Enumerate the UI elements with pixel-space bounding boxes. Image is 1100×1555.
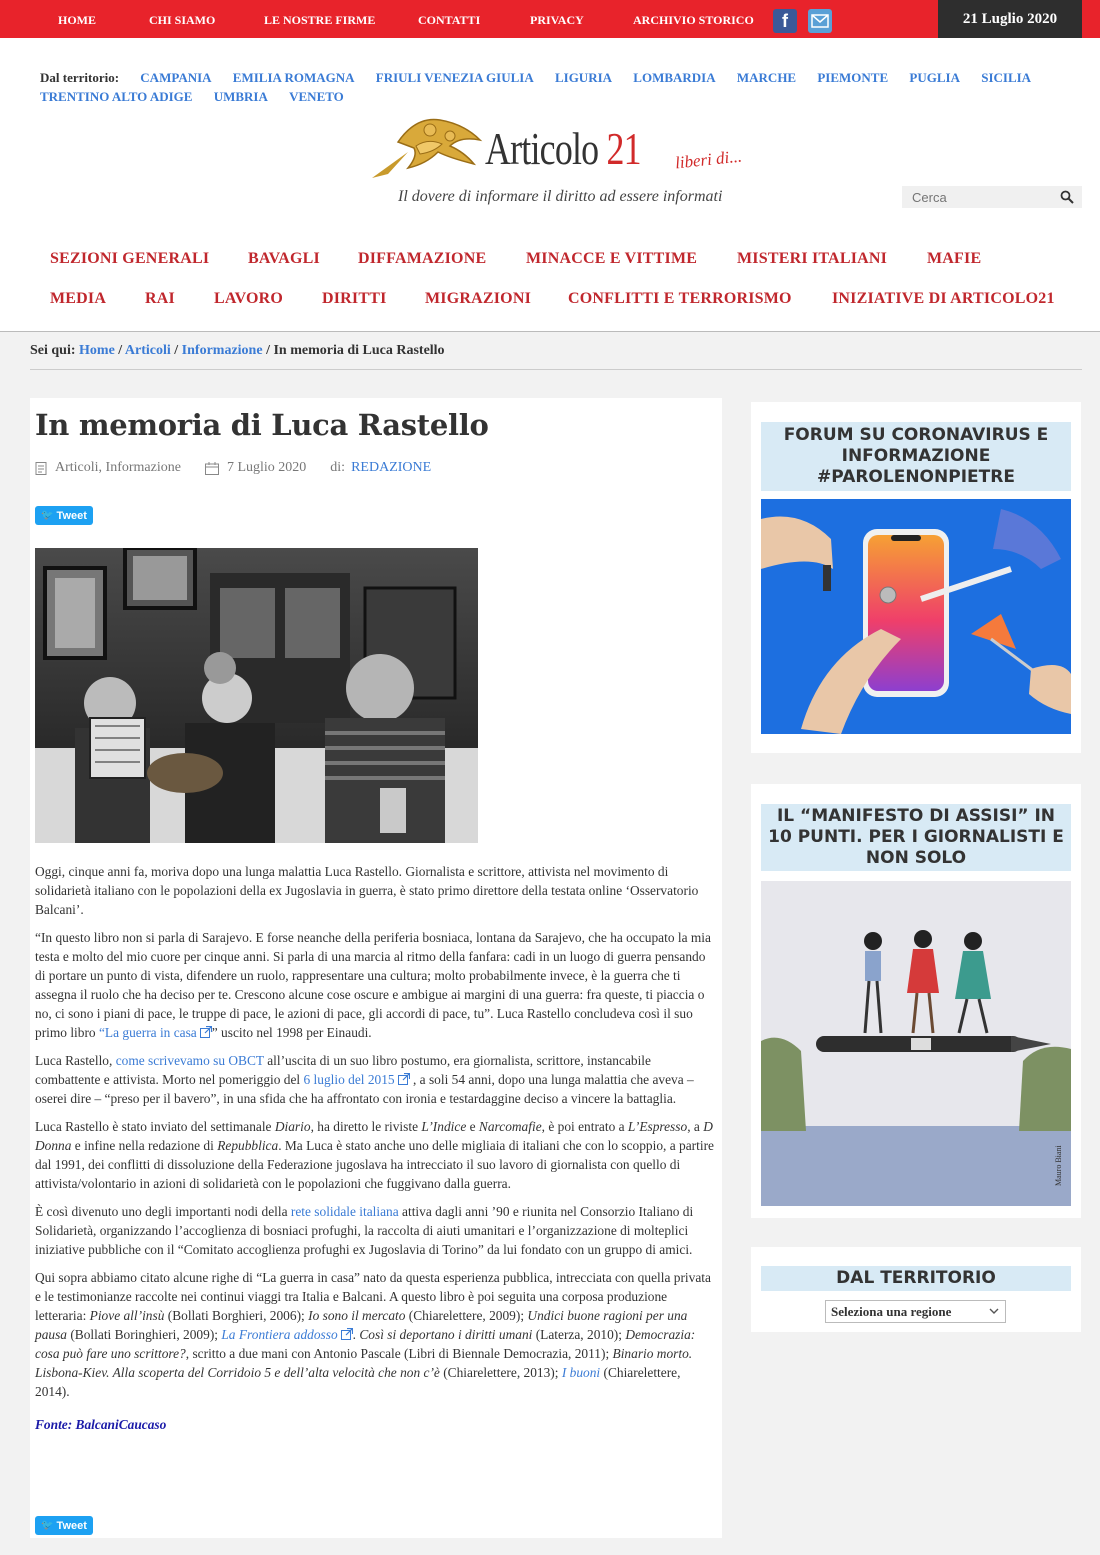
paragraph: “In questo libro non si parla di Sarajevo. E forse neanche della periferia bosniaca, lontana da Sarajevo, che ha occupato la mia testa e molto del mio cuore per cinque anni. Si parla di una marcia al ritmo della fanfara: cadi in un luogo di guerra pensando di portare un punto di vista, difendere un ruolo, rappresentare una cultura; molto probabilmente invece, è la guerra che ti assegna il ruolo che ha deciso per te. Crescono alcune cose oscure e ambigue ai margini di una guerra: fra queste, ti piaccia o no, ci sono i piani di pace, le truppe di pace, le azioni di pace, gli accordi di pace, tu”. Luca Rastello concludeva così il suo primo libro “La guerra in casa ” uscito nel 1998 per Einaudi. bbox=[35, 930, 711, 1040]
tweet-label: Tweet bbox=[56, 1519, 87, 1532]
region-link[interactable]: MARCHE bbox=[736, 70, 797, 85]
link-la-guerra-in-casa[interactable]: “La guerra in casa bbox=[99, 1025, 212, 1040]
article-source: Fonte: BalcaniCaucaso bbox=[35, 1417, 167, 1432]
region-link[interactable]: LOMBARDIA bbox=[633, 70, 716, 85]
site-tagline: Il dovere di informare il diritto ad essere informati bbox=[398, 188, 723, 205]
nav-migrazioni[interactable]: MIGRAZIONI bbox=[425, 290, 532, 307]
logo-wordmark: Articolo 21 bbox=[485, 123, 641, 174]
article-title: In memoria di Luca Rastello bbox=[35, 408, 489, 442]
external-link-icon bbox=[398, 1073, 410, 1085]
logo-emblem bbox=[368, 112, 488, 184]
paragraph: Qui sopra abbiamo citato alcune righe di “La guerra in casa” nato da questa esperienza pubblica, intrecciata con quella privata e le testimonianze raccolte nei continui viaggi tra Italia e Balcani. A questo libro è poi seguita una corposa produzione letteraria: Piove all’insù (Bollati Borghieri, 2006); Io sono il mercato (Chiarelettere, 2009); Undici buone ragioni per una pausa (Bollati Boringhieri, 2009); La Frontiera addosso . Così si deportano i diritti umani (Laterza, 2010); Democrazia: cosa può fare uno scrittore?, scritto a due mani con Antonio Pascale (Libri di Biennale Democrazia, 2011); Binario morto. Lisbona-Kiev. Alla scoperta del Corridoio 5 e dell’alta velocità che non c’è (Chiarelettere, 2013); I buoni (Chiarelettere, 2014). bbox=[35, 1270, 711, 1399]
nav-diffamazione[interactable]: DIFFAMAZIONE bbox=[358, 250, 487, 267]
tweet-button[interactable] bbox=[35, 506, 93, 525]
nav-bavagli[interactable]: BAVAGLI bbox=[248, 250, 320, 267]
topnav-home[interactable]: HOME bbox=[58, 13, 96, 27]
external-link-icon bbox=[200, 1026, 212, 1038]
nav-minacce-e-vittime[interactable]: MINACCE E VITTIME bbox=[526, 250, 698, 267]
link-la-frontiera-addosso[interactable]: La Frontiera addosso bbox=[221, 1327, 352, 1342]
signature-text: Mauro Biani bbox=[1054, 1145, 1063, 1186]
facebook-icon[interactable]: f bbox=[773, 9, 797, 33]
paragraph bbox=[35, 1415, 717, 1434]
paragraph: Luca Rastello, come scrivevamo su OBCT all’uscita di un suo libro postumo, era giornalista, scrittore, instancabile combattente e attivista. Morto nel pomeriggio del 6 luglio del 2015 , a soli 54 anni, dopo una lunga malattia che aveva – oserei dire – “preso per il bavero”, in una sfida che ha affrontato con ironia e testardaggine deciso a vincere la battaglia. bbox=[35, 1053, 694, 1106]
search-box bbox=[902, 186, 1082, 208]
nav-iniziative-di-articolo21[interactable]: INIZIATIVE DI ARTICOLO21 bbox=[832, 290, 1055, 307]
nav-sezioni-generali[interactable]: SEZIONI GENERALI bbox=[50, 250, 210, 267]
manifesto-image[interactable] bbox=[761, 881, 1071, 1206]
topnav-archivio-storico[interactable]: ARCHIVIO STORICO bbox=[633, 13, 754, 27]
newsletter-icon[interactable] bbox=[808, 9, 832, 33]
calendar-icon bbox=[205, 462, 219, 475]
link-i-buoni[interactable]: I buoni bbox=[561, 1365, 601, 1380]
nav-misteri-italiani[interactable]: MISTERI ITALIANI bbox=[737, 250, 888, 267]
nav-mafie[interactable]: MAFIE bbox=[927, 250, 982, 267]
coronavirus-image[interactable] bbox=[761, 499, 1071, 734]
article bbox=[30, 398, 722, 1538]
region-link[interactable]: PUGLIA bbox=[909, 70, 960, 85]
nav-lavoro[interactable]: LAVORO bbox=[214, 290, 284, 307]
link-6-luglio-2015[interactable]: 6 luglio del 2015 bbox=[304, 1072, 410, 1087]
divider bbox=[30, 369, 1082, 370]
breadcrumb: Sei qui: Home / Articoli / Informazione / In memoria di Luca Rastello bbox=[30, 343, 445, 358]
article-meta bbox=[35, 460, 431, 476]
paragraph: È così divenuto uno degli importanti nodi della rete solidale italiana attiva dagli anni ’90 e riunita nel Consorzio Italiano di Solidarietà, organizzando l’accoglienza di bosniaci profughi, la raccolta di aiuti umanitari e l’organizzazione di molteplici iniziative pubbliche con il “Comitato accoglienza profughi ex Jugoslavia di Torino” da lui fondato con un gruppo di amici. bbox=[35, 1204, 694, 1257]
region-link[interactable]: LIGURIA bbox=[554, 70, 613, 85]
article-date: 7 Luglio 2020 bbox=[226, 460, 307, 475]
region-link[interactable]: FRIULI VENEZIA GIULIA bbox=[375, 70, 534, 85]
breadcrumb-home[interactable]: Home bbox=[79, 343, 115, 358]
topnav-chi-siamo[interactable]: CHI SIAMO bbox=[149, 13, 216, 27]
topnav-privacy[interactable]: PRIVACY bbox=[530, 13, 584, 27]
territorio-regions bbox=[40, 68, 1060, 106]
nav-media[interactable]: MEDIA bbox=[50, 290, 107, 307]
article-categories[interactable]: Articoli, Informazione bbox=[55, 460, 181, 475]
current-date: 21 Luglio 2020 bbox=[938, 0, 1082, 38]
region-link[interactable]: SICILIA bbox=[981, 70, 1032, 85]
logo-subtitle: liberi di... bbox=[674, 146, 743, 173]
link-rete-solidale[interactable]: rete solidale italiana bbox=[290, 1204, 399, 1219]
link-come-scrivevamo[interactable]: come scrivevamo su OBCT bbox=[115, 1053, 264, 1068]
twitter-icon: 🐦 bbox=[41, 510, 54, 521]
breadcrumb-current: In memoria di Luca Rastello bbox=[273, 343, 445, 358]
article-body bbox=[35, 862, 717, 1443]
region-link[interactable]: EMILIA ROMAGNA bbox=[232, 70, 355, 85]
region-select[interactable] bbox=[825, 1300, 1006, 1323]
twitter-icon: 🐦 bbox=[41, 1520, 54, 1531]
tweet-button[interactable] bbox=[35, 1516, 93, 1535]
widget-title[interactable]: IL “MANIFESTO DI ASSISI” IN 10 PUNTI. PER I GIORNALISTI E NON SOLO bbox=[761, 804, 1071, 871]
nav-rai[interactable]: RAI bbox=[145, 290, 175, 307]
tweet-label: Tweet bbox=[56, 509, 87, 522]
territorio-label: Dal territorio: bbox=[40, 70, 120, 85]
search-input[interactable] bbox=[902, 186, 1052, 208]
region-link[interactable]: PIEMONTE bbox=[817, 70, 889, 85]
search-icon[interactable] bbox=[1060, 190, 1074, 204]
nav-conflitti-e-terrorismo[interactable]: CONFLITTI E TERRORISMO bbox=[568, 290, 792, 307]
nav-diritti[interactable]: DIRITTI bbox=[322, 290, 387, 307]
article-photo bbox=[35, 548, 478, 843]
region-link[interactable]: CAMPANIA bbox=[140, 70, 212, 85]
article-author[interactable]: REDAZIONE bbox=[351, 460, 432, 475]
region-select-value: Seleziona una regione bbox=[831, 1304, 952, 1319]
widget-title: DAL TERRITORIO bbox=[761, 1266, 1071, 1291]
region-link[interactable]: TRENTINO ALTO ADIGE bbox=[40, 89, 193, 104]
widget-coronavirus-forum bbox=[751, 402, 1081, 753]
external-link-icon bbox=[341, 1328, 353, 1340]
breadcrumb-articoli[interactable]: Articoli bbox=[124, 343, 171, 358]
author-prefix: di: bbox=[330, 460, 346, 475]
topnav-le-nostre-firme[interactable]: LE NOSTRE FIRME bbox=[264, 13, 376, 27]
region-link[interactable]: UMBRIA bbox=[213, 89, 268, 104]
document-icon bbox=[35, 462, 47, 475]
breadcrumb-informazione[interactable]: Informazione bbox=[181, 343, 263, 358]
site-logo[interactable] bbox=[368, 112, 768, 212]
region-link[interactable]: VENETO bbox=[289, 89, 344, 104]
topnav-contatti[interactable]: CONTATTI bbox=[418, 13, 481, 27]
paragraph: Luca Rastello è stato inviato del settimanale Diario, ha diretto le riviste L’Indice e Narcomafie, è poi entrato a L’Espresso, a D Donna e infine nella redazione di Repubblica. Ma Luca è stato anche uno delle migliaia di italiani che con lo scoppio, a partire dal 1991, dei conflitti di dissoluzione della Federazione jugoslava ha intrecciato il suo lavoro di giornalista con quello di attivista/volontario in azioni di solidarietà con le popolazioni che fuggivano dalla guerra. bbox=[35, 1119, 714, 1191]
breadcrumb-prefix: Sei qui: bbox=[30, 343, 76, 358]
paragraph: Oggi, cinque anni fa, moriva dopo una lunga malattia Luca Rastello. Giornalista e scrittore, attivista nel movimento di solidarietà italiano con le popolazioni della ex Jugoslavia in guerra, è stato primo direttore della testata online ‘Osservatorio Balcani’. bbox=[35, 864, 699, 917]
widget-manifesto-assisi bbox=[751, 784, 1081, 1218]
top-bar bbox=[0, 0, 1100, 38]
widget-title[interactable]: FORUM SU CORONAVIRUS E INFORMAZIONE #PAROLENONPIETRE bbox=[761, 422, 1071, 491]
chevron-down-icon bbox=[989, 1306, 999, 1316]
